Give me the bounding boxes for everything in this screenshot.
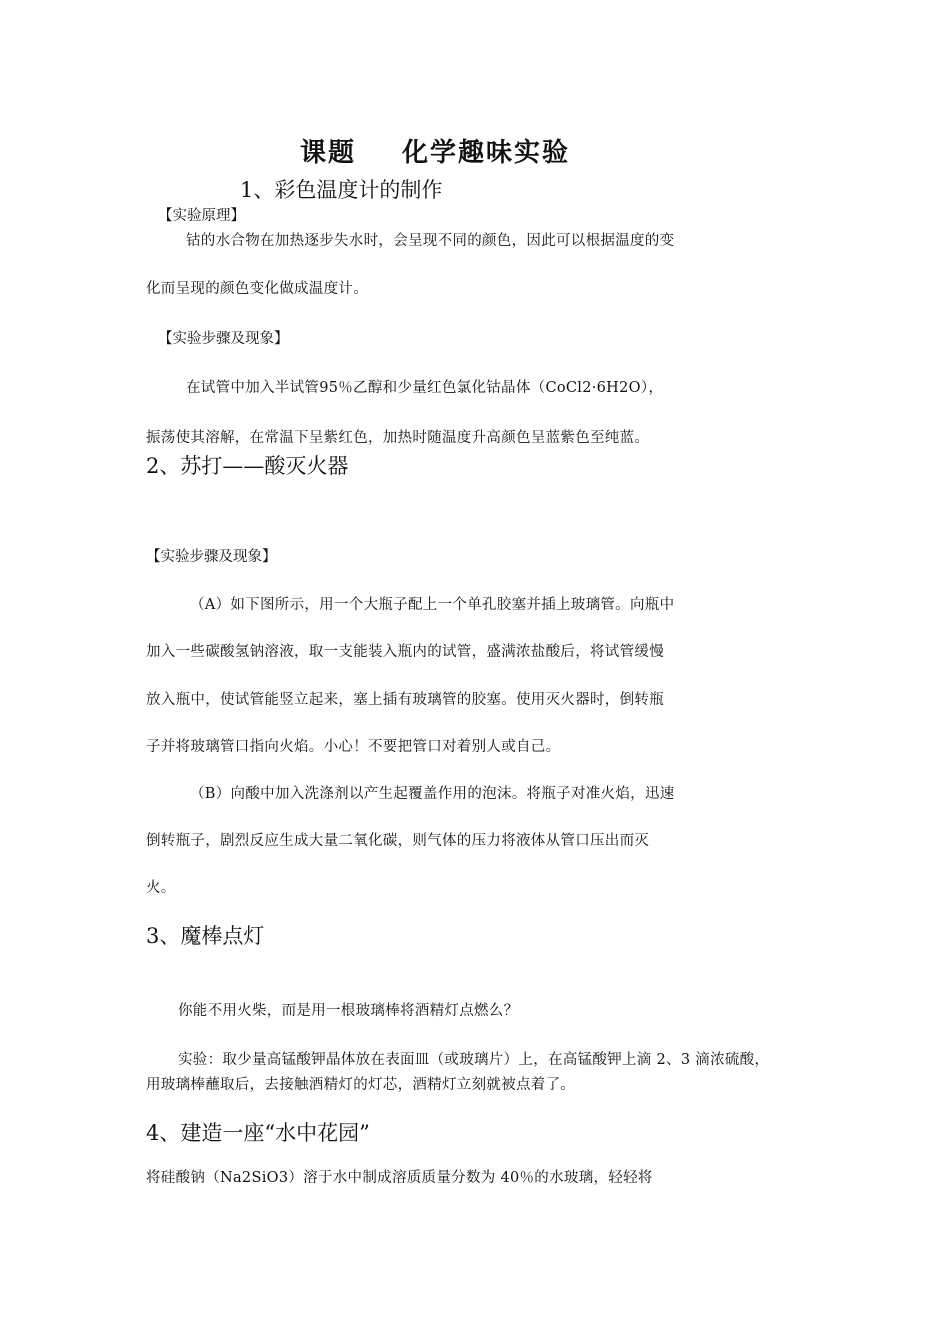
section-1-steps-line-1: 在试管中加入半试管95％乙醇和少量红色氯化钴晶体（CoCl2·6H2O）， (186, 380, 664, 396)
section-2-b-line-3: 火。 (146, 880, 176, 896)
section-2-b-line-1: （B）向酸中加入洗涤剂以产生起覆盖作用的泡沫。将瓶子对准火焰，迅速 (190, 786, 675, 802)
section-3-experiment-line-1: 实验：取少量高锰酸钾晶体放在表面皿（或玻璃片）上，在高锰酸钾上滴 2、3 滴浓硫酸， (178, 1052, 770, 1068)
section-2-a-line-1: （A）如下图所示，用一个大瓶子配上一个单孔胶塞并插上玻璃管。向瓶中 (190, 597, 675, 613)
section-2-a-line-4: 子并将玻璃管口指向火焰。小心！不要把管口对着别人或自己。 (146, 739, 561, 755)
page-title (300, 132, 570, 169)
section-3-question: 你能不用火柴，而是用一根玻璃棒将酒精灯点燃么？ (178, 1003, 519, 1019)
section-2-b-line-2: 倒转瓶子，剧烈反应生成大量二氧化碳，则气体的压力将液体从管口压出而灭 (146, 833, 650, 849)
title-main: 化学趣味实验 (402, 138, 571, 168)
section-1-heading: 1、彩色温度计的制作 (240, 178, 443, 202)
section-1-principle-line-1: 钴的水合物在加热逐步失水时，会呈现不同的颜色，因此可以根据温度的变 (186, 233, 675, 249)
section-3-experiment-line-2: 用玻璃棒蘸取后，去接触酒精灯的灯芯，酒精灯立刻就被点着了。 (146, 1077, 576, 1093)
title-prefix: 课题 (300, 138, 357, 168)
section-2-steps-label: 【实验步骤及现象】 (146, 549, 277, 565)
section-2-a-line-2: 加入一些碳酸氢钠溶液，取一支能装入瓶内的试管，盛满浓盐酸后，将试管缓慢 (146, 644, 664, 660)
section-4-line-1: 将硅酸钠（Na2SiO3）溶于水中制成溶质质量分数为 40％的水玻璃，轻轻将 (146, 1170, 653, 1186)
section-1-steps-line-2: 振荡使其溶解，在常温下呈紫红色，加热时随温度升高颜色呈蓝紫色至纯蓝。 (146, 430, 650, 446)
section-4-heading: 4、建造一座“水中花园” (146, 1121, 370, 1145)
section-2-heading: 2、苏打——酸灭火器 (146, 454, 349, 478)
section-1-steps-label: 【实验步骤及现象】 (158, 331, 289, 347)
section-1-principle-line-2: 化而呈现的颜色变化做成温度计。 (146, 281, 368, 297)
section-3-heading: 3、魔棒点灯 (146, 924, 265, 948)
section-1-principle-label: 【实验原理】 (158, 208, 245, 224)
section-2-a-line-3: 放入瓶中，使试管能竖立起来，塞上插有玻璃管的胶塞。使用灭火器时，倒转瓶 (146, 692, 664, 708)
